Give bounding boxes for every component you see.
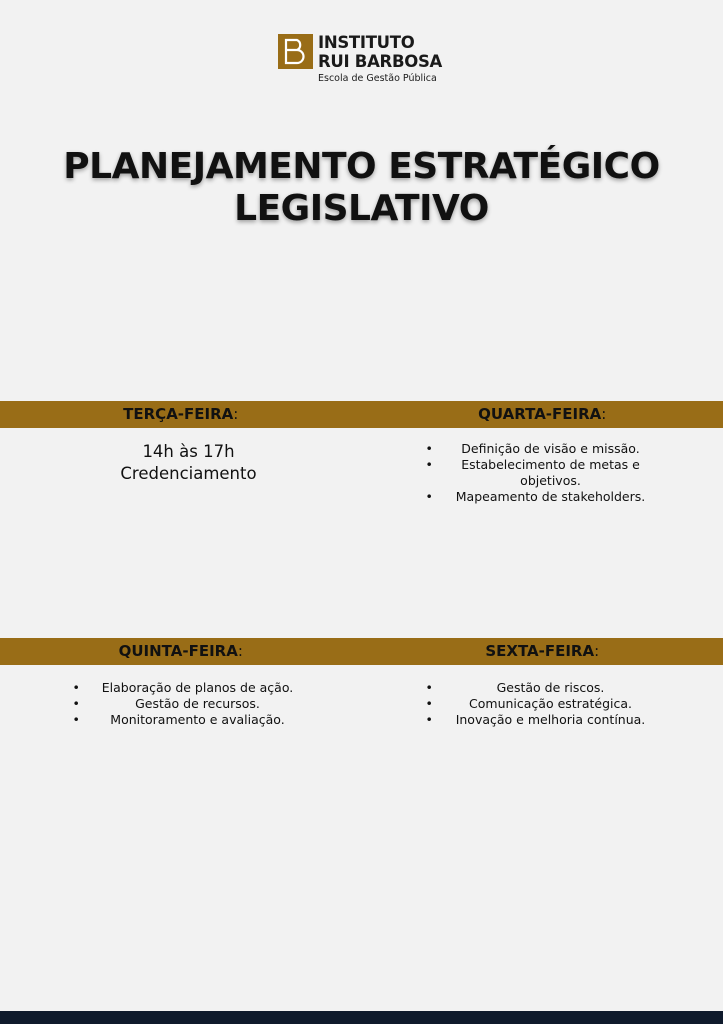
day-header-friday bbox=[362, 638, 723, 665]
day-label-tuesday: TERÇA-FEIRA bbox=[123, 405, 234, 423]
schedule-band-bottom bbox=[0, 638, 723, 665]
tuesday-content bbox=[8, 441, 369, 485]
list-item: • Inovação e melhoria contínua. bbox=[426, 712, 658, 728]
day-colon: : bbox=[237, 642, 243, 660]
list-item: • Definição de visão e missão. bbox=[426, 441, 658, 457]
tuesday-activity: Credenciamento bbox=[120, 464, 257, 483]
page-title bbox=[0, 146, 723, 230]
list-item: • Elaboração de planos de ação. bbox=[73, 680, 305, 696]
list-item: • Estabelecimento de metas e objetivos. bbox=[426, 457, 658, 489]
logo-line-1: INSTITUTO bbox=[318, 33, 415, 52]
list-item: • Monitoramento e avaliação. bbox=[73, 712, 305, 728]
footer-bar bbox=[0, 1011, 723, 1024]
day-header-thursday bbox=[0, 638, 362, 665]
friday-content bbox=[361, 680, 722, 728]
day-header-tuesday bbox=[0, 401, 362, 428]
list-item: • Comunicação estratégica. bbox=[426, 696, 658, 712]
title-line-1: PLANEJAMENTO ESTRATÉGICO bbox=[63, 146, 660, 187]
title-line-2: LEGISLATIVO bbox=[234, 188, 489, 229]
day-colon: : bbox=[233, 405, 239, 423]
tuesday-time: 14h às 17h bbox=[142, 442, 235, 461]
day-colon: : bbox=[594, 642, 600, 660]
rb-monogram-icon bbox=[278, 34, 313, 69]
schedule-band-top bbox=[0, 401, 723, 428]
friday-topic-list bbox=[426, 680, 658, 728]
logo-line-2: RUI BARBOSA bbox=[318, 52, 442, 71]
logo-subtitle: Escola de Gestão Pública bbox=[318, 73, 437, 84]
day-header-wednesday bbox=[362, 401, 723, 428]
day-colon: : bbox=[601, 405, 607, 423]
wednesday-content bbox=[361, 441, 722, 505]
list-item: • Gestão de riscos. bbox=[426, 680, 658, 696]
institute-logo bbox=[278, 33, 442, 86]
thursday-content bbox=[8, 680, 369, 728]
list-item: • Mapeamento de stakeholders. bbox=[426, 489, 658, 505]
day-label-friday: SEXTA-FEIRA bbox=[485, 642, 595, 660]
list-item: • Gestão de recursos. bbox=[73, 696, 305, 712]
wednesday-topic-list bbox=[426, 441, 658, 505]
day-label-thursday: QUINTA-FEIRA bbox=[118, 642, 238, 660]
day-label-wednesday: QUARTA-FEIRA bbox=[478, 405, 602, 423]
thursday-topic-list bbox=[73, 680, 305, 728]
